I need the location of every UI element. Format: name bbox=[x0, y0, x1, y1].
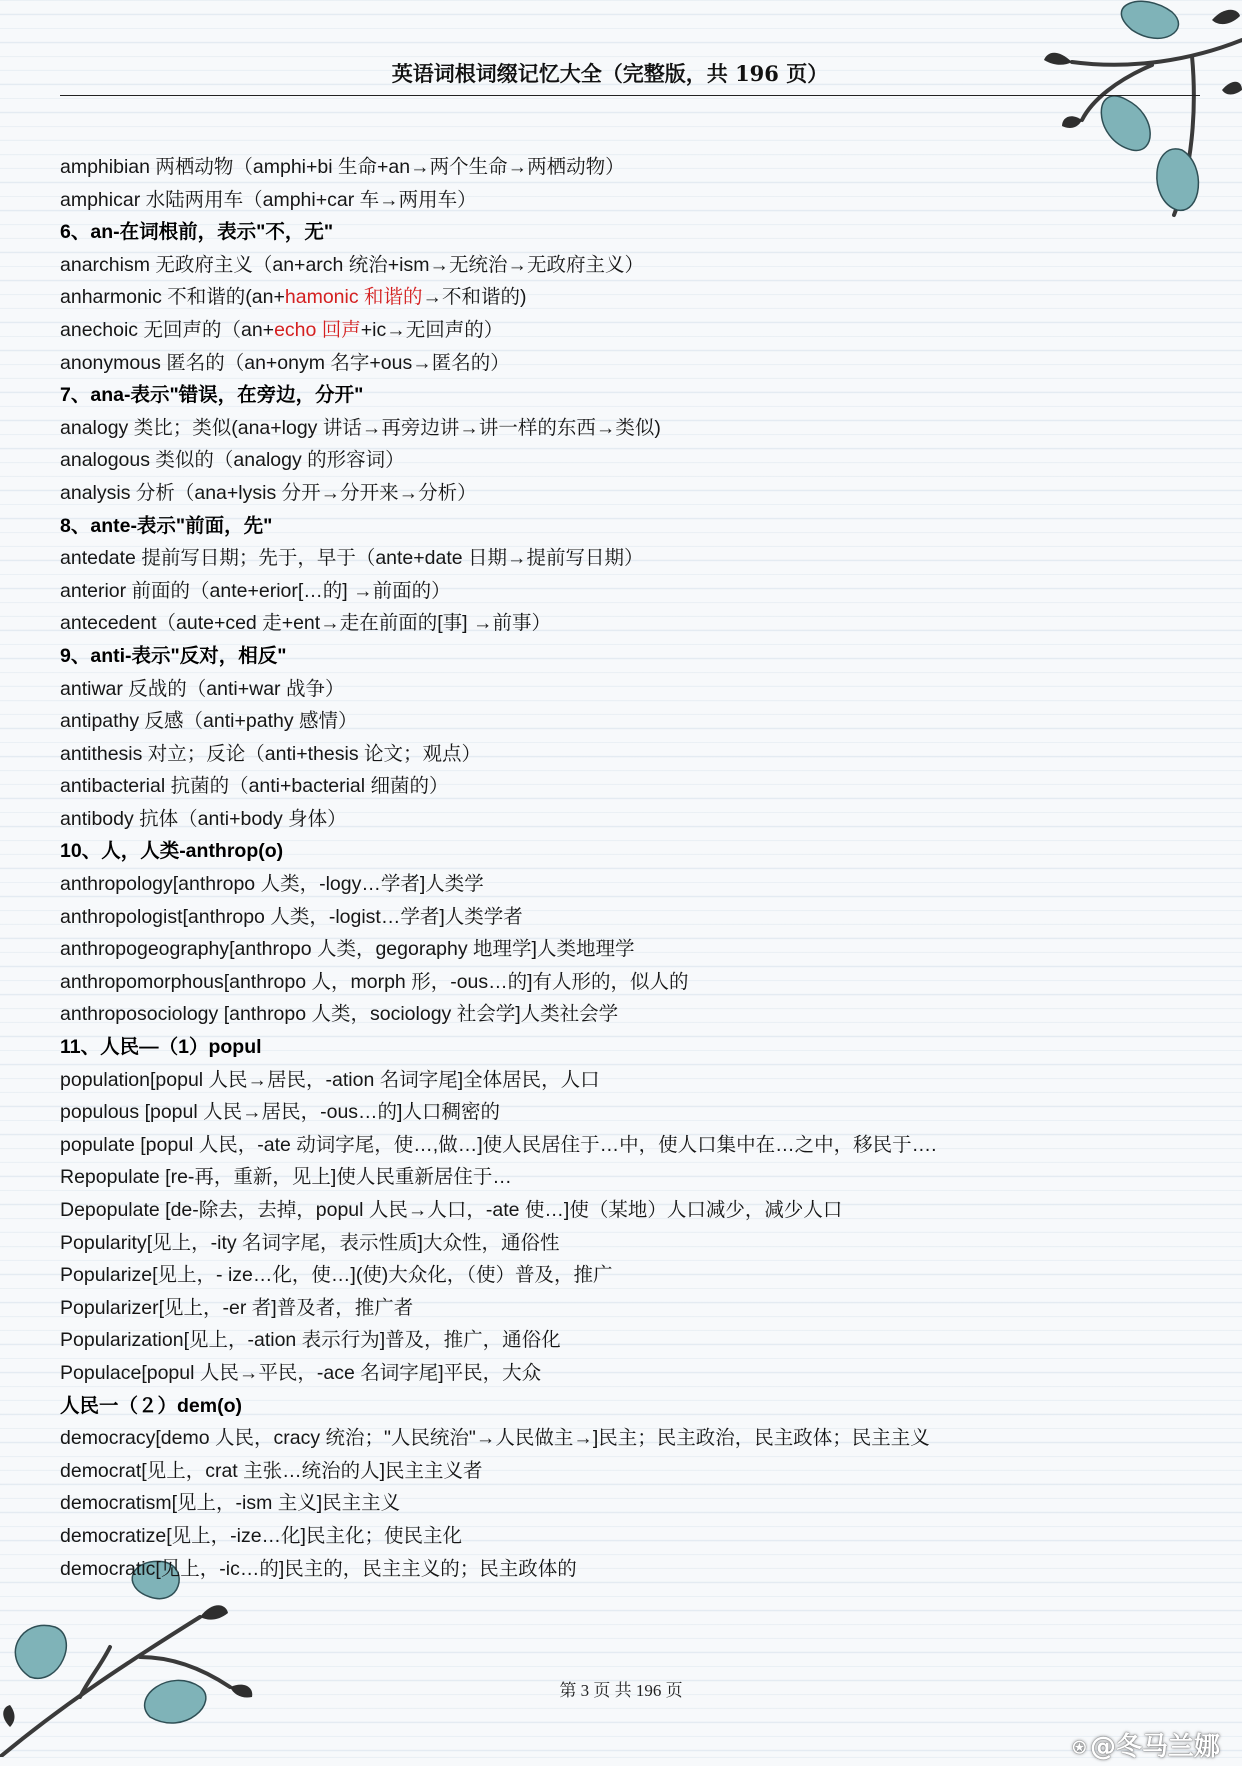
vocab-entry: anthropologist[anthropo 人类，-logist…学者]人类学者 bbox=[60, 905, 523, 928]
vocab-entry: democratism[见上，-ism 主义]民主主义 bbox=[60, 1492, 401, 1515]
vocab-entry: populate [popul 人民，-ate 动词字尾，使…,做…]使人民居住于…中，使人口集中在…之中，移民于…. bbox=[60, 1133, 937, 1156]
watermark-text: @冬马兰娜 bbox=[1089, 1732, 1220, 1762]
section-heading: 10、人，人类-anthrop(o) bbox=[60, 840, 284, 863]
page-number-footer: 第 3 页 共 196 页 bbox=[559, 1681, 683, 1700]
vocab-entry: populous [popul 人民→居民，-ous…的]人口稠密的 bbox=[60, 1101, 500, 1124]
document-body bbox=[60, 151, 1180, 1585]
entry-text: +ic→无回声的） bbox=[360, 318, 504, 341]
section-heading: 6、an-在词根前，表示"不，无" bbox=[60, 221, 334, 244]
vocab-entry: analysis 分析（ana+lysis 分开→分开来→分析） bbox=[60, 481, 477, 504]
floral-decoration-bottom-left bbox=[0, 1557, 290, 1757]
vocab-entry: anterior 前面的（ante+erior[…的] →前面的） bbox=[60, 579, 451, 602]
vocab-entry: anthropomorphous[anthropo 人，morph 形，-ous…的]有人形的，似人的 bbox=[60, 970, 689, 993]
toutiao-logo-icon: ⍟ bbox=[1072, 1736, 1086, 1761]
vocab-entry: anthropology[anthropo 人类，-logy…学者]人类学 bbox=[60, 873, 484, 896]
vocab-entry: antiwar 反战的（anti+war 战争） bbox=[60, 677, 345, 700]
entry-text: anharmonic 不和谐的(an+ bbox=[60, 286, 285, 309]
vocab-entry: democratic[见上，-ic…的]民主的，民主主义的；民主政体的 bbox=[60, 1557, 577, 1580]
vocab-entry: antibody 抗体（anti+body 身体） bbox=[60, 807, 347, 830]
vocab-entry: analogy 类比；类似(ana+logy 讲话→再旁边讲→讲一样的东西→类似) bbox=[60, 416, 661, 439]
vocab-entry: Popularization[见上，-ation 表示行为]普及，推广，通俗化 bbox=[60, 1329, 561, 1352]
vocab-entry: amphibian 两栖动物（amphi+bi 生命+an→两个生命→两栖动物） bbox=[60, 156, 625, 178]
header-divider bbox=[60, 95, 1200, 96]
entry-text: →不和谐的) bbox=[422, 286, 527, 309]
highlighted-root: hamonic 和谐的 bbox=[284, 286, 423, 309]
vocab-entry: Popularize[见上，- ize…化，使…](使)大众化，（使）普及，推广 bbox=[60, 1264, 613, 1287]
vocab-entry: Populace[popul 人民→平民，-ace 名词字尾]平民，大众 bbox=[60, 1361, 542, 1384]
vocab-entry: antithesis 对立；反论（anti+thesis 论文；观点） bbox=[60, 742, 481, 765]
highlighted-root: echo 回声 bbox=[274, 318, 361, 341]
document-header-title: 英语词根词缀记忆大全（完整版，共 196 页） bbox=[391, 61, 829, 86]
vocab-entry: democracy[demo 人民，cracy 统治；"人民统治"→人民做主→]民主；民主政治，民主政体；民主主义 bbox=[60, 1427, 930, 1450]
vocab-entry: anthroposociology [anthropo 人类，sociology 社会学]人类社会学 bbox=[60, 1003, 619, 1026]
section-heading: 9、anti-表示"反对，相反" bbox=[60, 644, 287, 667]
vocab-entry: antecedent（aute+ced 走+ent→走在前面的[事] →前事） bbox=[60, 612, 551, 635]
vocab-entry: democrat[见上，crat 主张…统治的人]民主主义者 bbox=[60, 1459, 483, 1482]
vocab-entry bbox=[60, 314, 1180, 347]
vocab-entry: Popularity[见上，-ity 名词字尾，表示性质]大众性，通俗性 bbox=[60, 1231, 560, 1254]
vocab-entry: democratize[见上，-ize…化]民主化；使民主化 bbox=[60, 1524, 462, 1547]
vocab-entry: population[popul 人民→居民，-ation 名词字尾]全体居民，人口 bbox=[60, 1068, 600, 1091]
section-heading: 7、ana-表示"错误，在旁边，分开" bbox=[60, 384, 364, 407]
vocab-entry: Depopulate [de-除去，去掉，popul 人民→人口，-ate 使…]使（某地）人口减少，减少人口 bbox=[60, 1199, 843, 1221]
entry-text: anechoic 无回声的（an+ bbox=[60, 318, 275, 341]
section-heading: 8、ante-表示"前面，先" bbox=[60, 514, 273, 537]
vocab-entry: anthropogeography[anthropo 人类，gegoraphy 地理学]人类地理学 bbox=[60, 938, 635, 961]
section-heading: 人民一（２）dem(o) bbox=[60, 1394, 242, 1417]
vocab-entry: analogous 类似的（analogy 的形容词） bbox=[60, 449, 405, 472]
vocab-entry: antedate 提前写日期；先于，早于（ante+date 日期→提前写日期） bbox=[60, 547, 644, 570]
vocab-entry: anarchism 无政府主义（an+arch 统治+ism→无统治→无政府主义） bbox=[60, 253, 645, 276]
vocab-entry: antipathy 反感（anti+pathy 感情） bbox=[60, 710, 358, 733]
vocab-entry: antibacterial 抗菌的（anti+bacterial 细菌的） bbox=[60, 775, 449, 798]
section-heading: 11、人民—（1）popul bbox=[60, 1036, 262, 1059]
watermark bbox=[1073, 1730, 1220, 1764]
vocab-entry: amphicar 水陆两用车（amphi+car 车→两用车） bbox=[60, 188, 477, 211]
vocab-entry bbox=[60, 281, 1180, 314]
vocab-entry: Popularizer[见上，-er 者]普及者，推广者 bbox=[60, 1296, 414, 1319]
vocab-entry: Repopulate [re-再，重新，见上]使人民重新居住于… bbox=[60, 1166, 512, 1189]
vocab-entry: anonymous 匿名的（an+onym 名字+ous→匿名的） bbox=[60, 351, 510, 374]
